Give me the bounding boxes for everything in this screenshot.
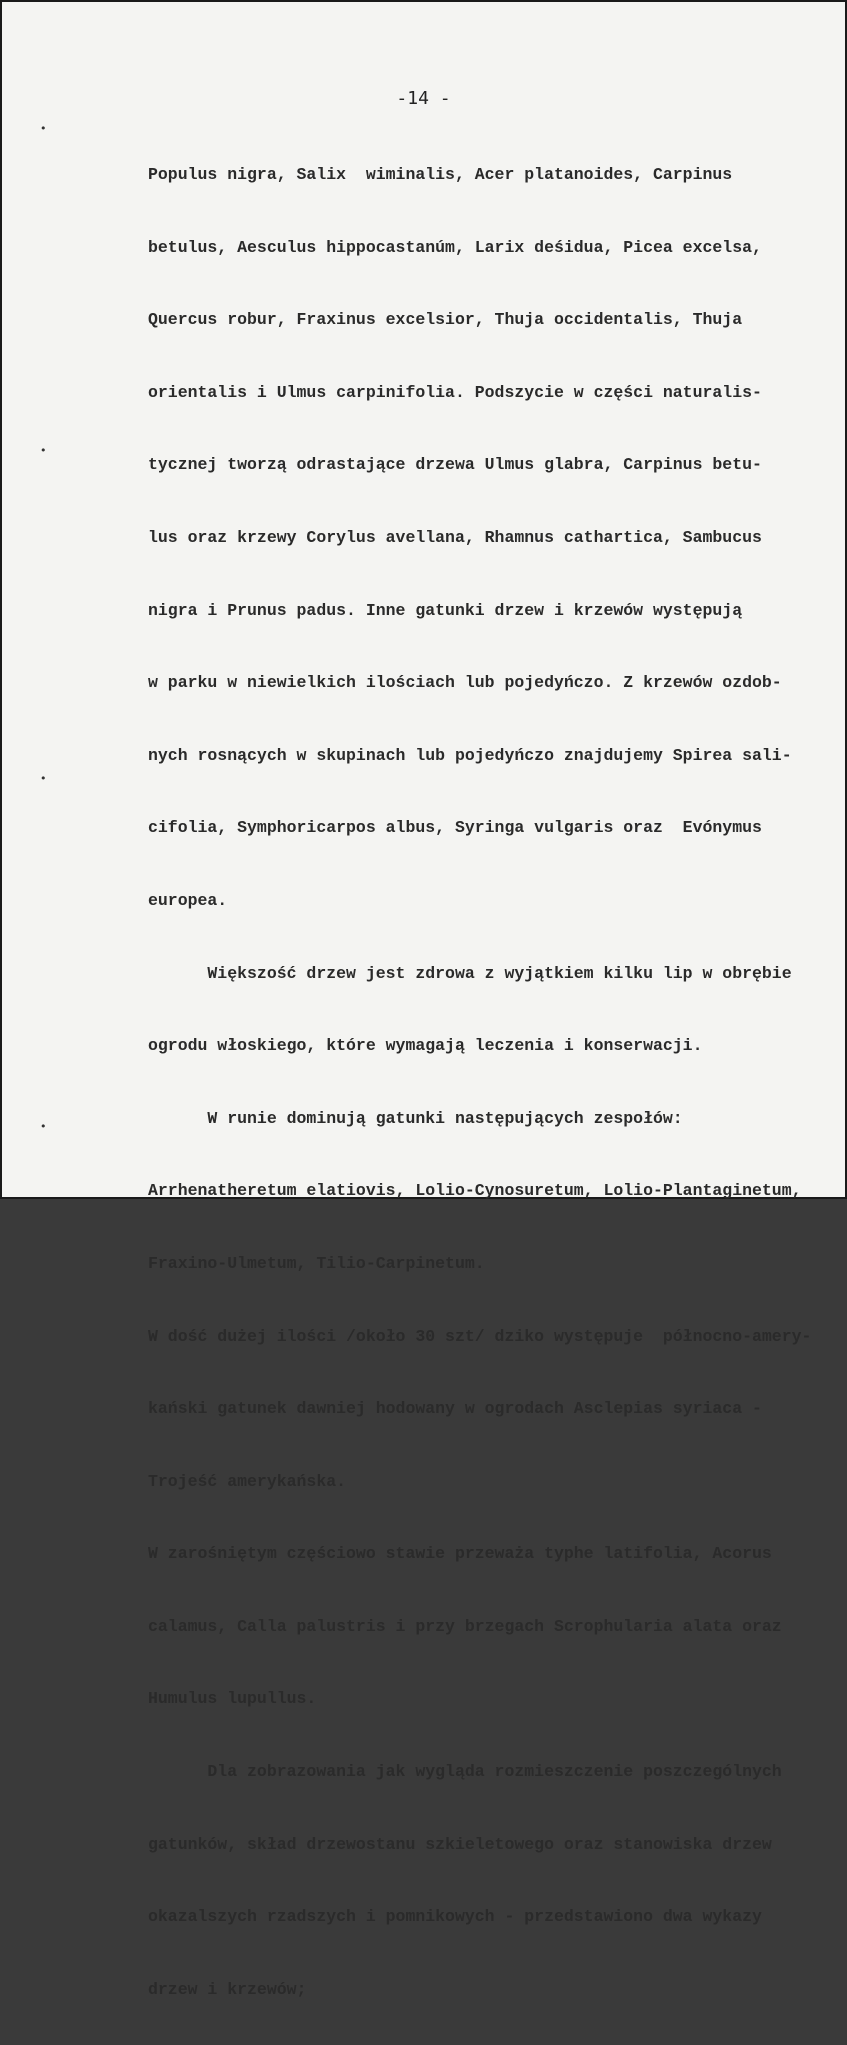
text-line: ogrodu włoskiego, które wymagają leczenia i konserwacji. bbox=[148, 1036, 703, 1056]
text-line: tycznej tworzą odrastające drzewa Ulmus glabra, Carpinus betu- bbox=[148, 455, 762, 475]
text-line: Dla zobrazowania jak wygląda rozmieszczenie poszczególnych bbox=[148, 1762, 782, 1782]
text-line: Populus nigra, Salix wiminalis, Acer platanoides, Carpinus bbox=[148, 165, 733, 184]
text-line: okazalszych rzadszych i pomnikowych - przedstawiono dwa wykazy bbox=[148, 1907, 762, 1927]
text-line: betulus, Aesculus hippocastanúm, Larix deśidua, Picea excelsa, bbox=[148, 237, 762, 257]
text-line: w parku w niewielkich ilościach lub pojedyńczo. Z krzewów ozdob- bbox=[148, 673, 782, 693]
margin-mark: • bbox=[40, 444, 47, 457]
text-line: drzew i krzewów; bbox=[148, 1979, 307, 1999]
margin-mark: • bbox=[40, 1120, 47, 1133]
text-line: cifolia, Symphoricarpos albus, Syringa vulgaris oraz Evónymus bbox=[148, 818, 762, 838]
typed-text-body bbox=[148, 120, 838, 2045]
text-line: Arrhenatheretum elatiovis, Lolio-Cynosuretum, Lolio-Plantaginetum, bbox=[148, 1181, 802, 1201]
text-line: calamus, Calla palustris i przy brzegach Scrophularia alata oraz bbox=[148, 1616, 782, 1636]
page-number: -14 - bbox=[396, 88, 451, 109]
text-line: nigra i Prunus padus. Inne gatunki drzew i krzewów występują bbox=[148, 600, 743, 620]
text-line: Większość drzew jest zdrowa z wyjątkiem kilku lip w obrębie bbox=[148, 963, 792, 983]
text-line: Quercus robur, Fraxinus excelsior, Thuja occidentalis, Thuja bbox=[148, 310, 743, 330]
text-line: orientalis i Ulmus carpinifolia. Podszycie w części naturalis- bbox=[148, 382, 762, 402]
text-line: Fraxino-Ulmetum, Tilio-Carpinetum. bbox=[148, 1253, 485, 1273]
text-line: Trojeść amerykańska. bbox=[148, 1471, 347, 1491]
text-line: W zarośniętym częściowo stawie przeważa typhe latifolia, Acorus bbox=[148, 1544, 772, 1564]
text-line: kański gatunek dawniej hodowany w ogrodach Asclepias syriaca - bbox=[148, 1399, 762, 1419]
text-line: lus oraz krzewy Corylus avellana, Rhamnus cathartica, Sambucus bbox=[148, 527, 762, 547]
margin-mark: • bbox=[40, 122, 47, 135]
text-line: nych rosnących w skupinach lub pojedyńczo znajdujemy Spirea sali- bbox=[148, 745, 792, 765]
text-line: europea. bbox=[148, 890, 228, 910]
text-line: W runie dominują gatunki następujących zespołów: bbox=[148, 1108, 683, 1128]
text-line: gatunków, skład drzewostanu szkieletowego oraz stanowiska drzew bbox=[148, 1834, 772, 1854]
text-line: Humulus lupullus. bbox=[148, 1689, 317, 1709]
margin-mark: • bbox=[40, 772, 47, 785]
text-line: W dość dużej ilości /około 30 szt/ dziko występuje północno-amery- bbox=[148, 1326, 812, 1346]
